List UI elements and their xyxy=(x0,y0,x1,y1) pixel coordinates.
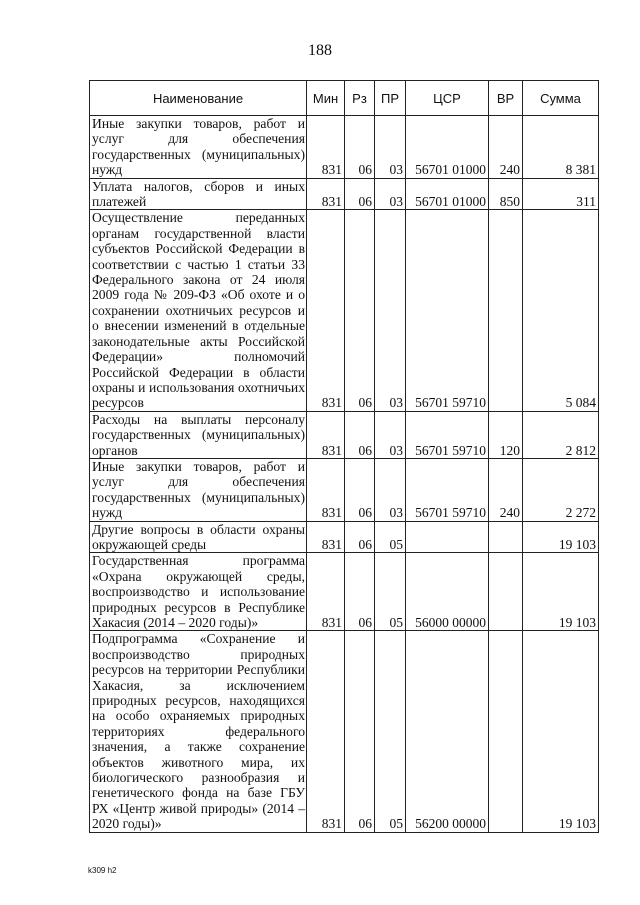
row-rz: 06 xyxy=(345,178,375,210)
header-vr: ВР xyxy=(489,81,523,116)
row-sum: 5 084 xyxy=(523,210,599,411)
row-csr: 56701 59710 xyxy=(406,458,489,521)
row-csr: 56701 01000 xyxy=(406,178,489,210)
table-header-row xyxy=(90,81,599,116)
budget-table xyxy=(89,80,599,833)
row-vr: 240 xyxy=(489,116,523,179)
row-name: Иные закупки товаров, работ и услуг для обеспечения государственных (муниципальных) нужд xyxy=(90,116,307,179)
row-name: Иные закупки товаров, работ и услуг для обеспечения государственных (муниципальных) нужд xyxy=(90,458,307,521)
row-name: Государственная программа «Охрана окружающей среды, воспроизводство и использование природных ресурсов в Республике Хакасия (2014 – 2020 годы)» xyxy=(90,553,307,631)
row-vr xyxy=(489,631,523,832)
page-number: 188 xyxy=(308,42,332,59)
table-row xyxy=(90,553,599,631)
row-vr: 850 xyxy=(489,178,523,210)
header-rz: Рз xyxy=(345,81,375,116)
footer-code: k309 h2 xyxy=(88,866,117,875)
row-min: 831 xyxy=(307,411,345,458)
row-rz: 06 xyxy=(345,631,375,832)
row-csr: 56701 59710 xyxy=(406,210,489,411)
row-pr: 05 xyxy=(375,631,406,832)
row-sum: 19 103 xyxy=(523,631,599,832)
row-sum: 19 103 xyxy=(523,553,599,631)
row-pr: 05 xyxy=(375,521,406,553)
row-name: Другие вопросы в области охраны окружающей среды xyxy=(90,521,307,553)
row-pr: 03 xyxy=(375,210,406,411)
row-rz: 06 xyxy=(345,458,375,521)
row-min: 831 xyxy=(307,631,345,832)
row-pr: 03 xyxy=(375,458,406,521)
table-row xyxy=(90,631,599,832)
row-rz: 06 xyxy=(345,116,375,179)
row-pr: 05 xyxy=(375,553,406,631)
row-sum: 2 272 xyxy=(523,458,599,521)
row-vr xyxy=(489,521,523,553)
row-pr: 03 xyxy=(375,411,406,458)
table-row xyxy=(90,458,599,521)
table-row xyxy=(90,521,599,553)
table-row xyxy=(90,210,599,411)
row-min: 831 xyxy=(307,116,345,179)
row-name: Подпрограмма «Сохранение и воспроизводство природных ресурсов на территории Республики Хакасия, за исключением природных ресурсов, находящихся на особо охраняемых природных территориях федерального значения, а также сохранение объектов животного мира, их биологического разнообразия и генетического фонда на базе ГБУ РХ «Центр живой природы» (2014 – 2020 годы)» xyxy=(90,631,307,832)
row-name: Осуществление переданных органам государственной власти субъектов Российской Федерации в соответствии с частью 1 статьи 33 Федерального закона от 24 июля 2009 года № 209-ФЗ «Об охоте и о сохранении охотничьих ресурсов и о внесении изменений в отдельные законодательные акты Российской Федерации» полномочий Российской Федерации в области охраны и использования охотничьих ресурсов xyxy=(90,210,307,411)
row-sum: 2 812 xyxy=(523,411,599,458)
row-min: 831 xyxy=(307,521,345,553)
header-pr: ПР xyxy=(375,81,406,116)
row-pr: 03 xyxy=(375,116,406,179)
row-vr: 240 xyxy=(489,458,523,521)
row-min: 831 xyxy=(307,210,345,411)
row-rz: 06 xyxy=(345,553,375,631)
header-csr: ЦСР xyxy=(406,81,489,116)
row-csr: 56701 01000 xyxy=(406,116,489,179)
row-rz: 06 xyxy=(345,411,375,458)
header-min: Мин xyxy=(307,81,345,116)
row-csr xyxy=(406,521,489,553)
row-csr: 56200 00000 xyxy=(406,631,489,832)
row-sum: 19 103 xyxy=(523,521,599,553)
row-rz: 06 xyxy=(345,210,375,411)
row-sum: 8 381 xyxy=(523,116,599,179)
row-pr: 03 xyxy=(375,178,406,210)
row-csr: 56000 00000 xyxy=(406,553,489,631)
row-name: Уплата налогов, сборов и иных платежей xyxy=(90,178,307,210)
table-row xyxy=(90,178,599,210)
row-sum: 311 xyxy=(523,178,599,210)
row-min: 831 xyxy=(307,553,345,631)
row-name: Расходы на выплаты персоналу государственных (муниципальных) органов xyxy=(90,411,307,458)
header-sum: Сумма xyxy=(523,81,599,116)
row-vr xyxy=(489,210,523,411)
row-rz: 06 xyxy=(345,521,375,553)
row-min: 831 xyxy=(307,458,345,521)
header-name: Наименование xyxy=(90,81,307,116)
table-row xyxy=(90,116,599,179)
row-vr xyxy=(489,553,523,631)
row-vr: 120 xyxy=(489,411,523,458)
table-row xyxy=(90,411,599,458)
row-min: 831 xyxy=(307,178,345,210)
row-csr: 56701 59710 xyxy=(406,411,489,458)
